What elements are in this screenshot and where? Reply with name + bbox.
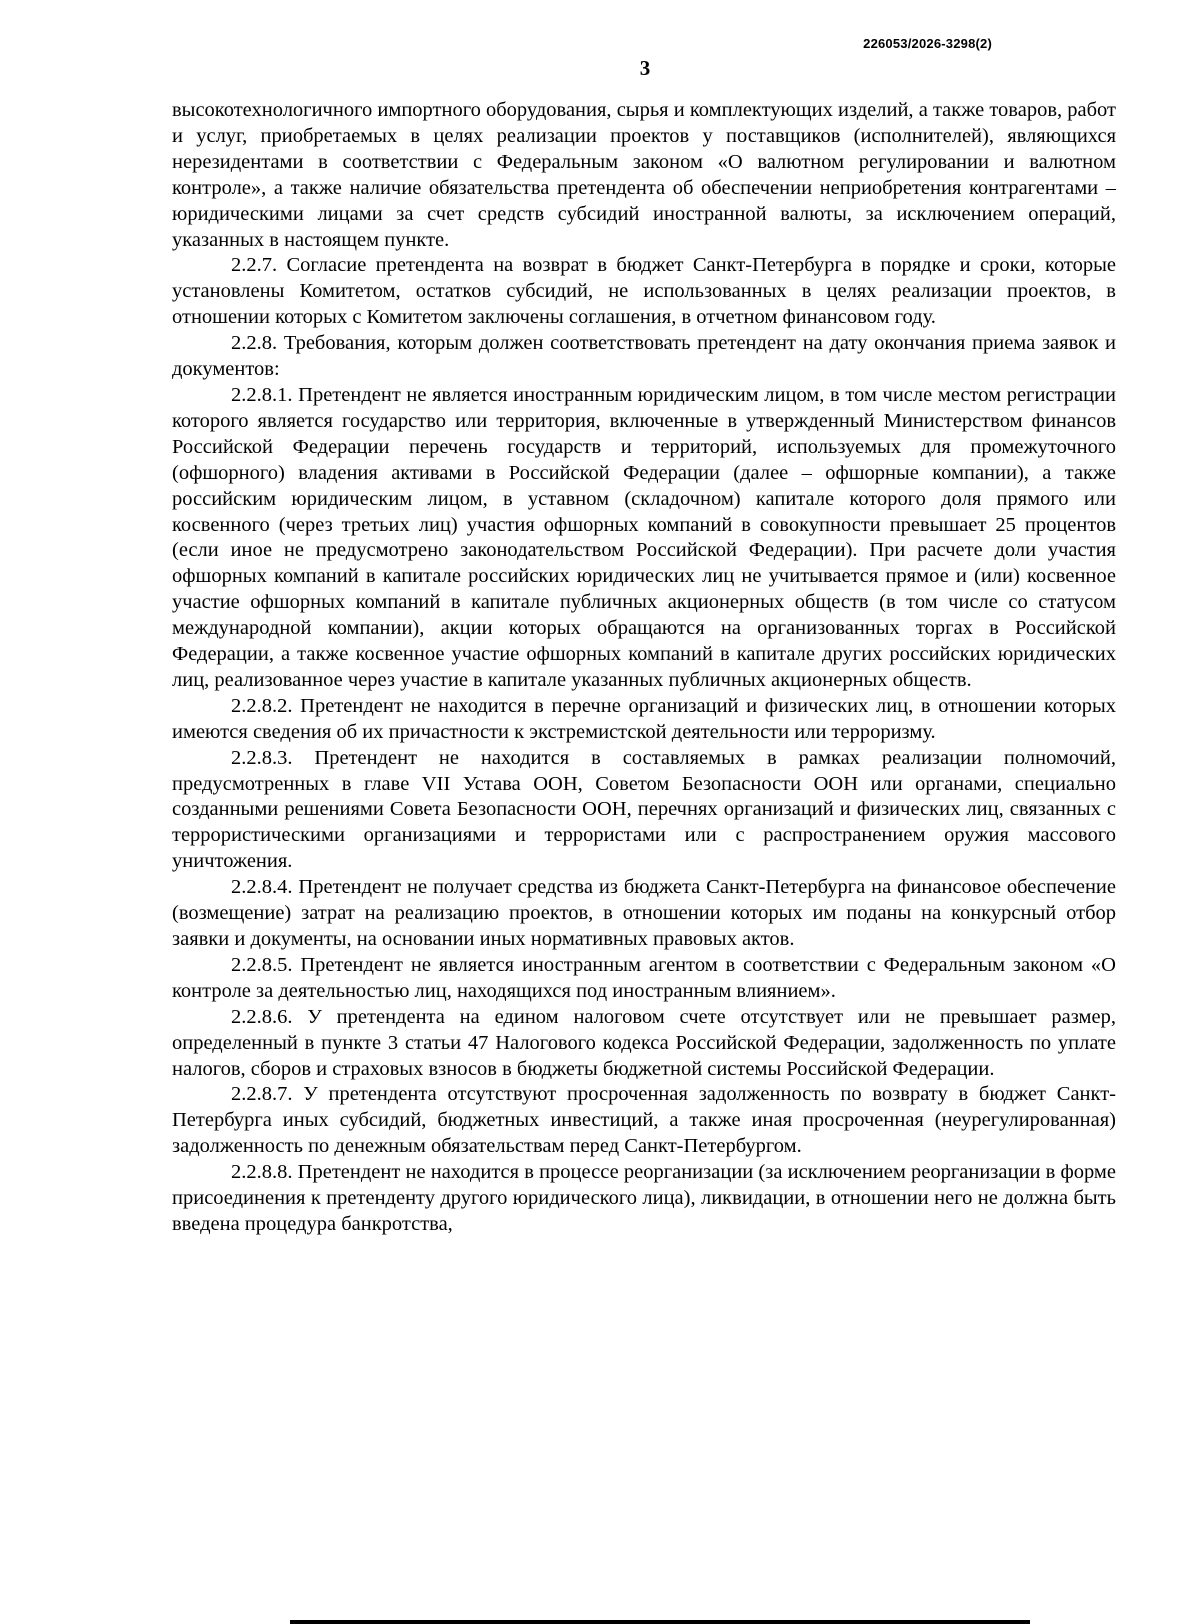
document-code: 226053/2026-3298(2) [863,36,992,51]
paragraph-2-2-8-8: 2.2.8.8. Претендент не находится в процессе реорганизации (за исключением реорганизации в форме присоединения к претенденту другого юридического лица), ликвидации, в отношении него не должна быть введена процедура банкротства, [172,1161,1116,1235]
paragraph-2-2-8-4: 2.2.8.4. Претендент не получает средства из бюджета Санкт-Петербурга на финансовое обеспечение (возмещение) затрат на реализацию проектов, в отношении которых им поданы на конкурсный отбор заявки и документы, на основании иных нормативных правовых актов. [172,876,1116,950]
bottom-scan-edge [290,1620,1030,1624]
document-body [172,98,1116,1238]
paragraph-2-2-8: 2.2.8. Требования, которым должен соответствовать претендент на дату окончания приема заявок и документов: [172,332,1116,381]
paragraph-2-2-8-2: 2.2.8.2. Претендент не находится в перечне организаций и физических лиц, в отношении которых имеются сведения об их причастности к экстремистской деятельности или терроризму. [172,694,1116,743]
paragraph-2-2-7: 2.2.7. Согласие претендента на возврат в бюджет Санкт-Петербурга в порядке и сроки, которые установлены Комитетом, остатков субсидий, не использованных в целях реализации проектов, в отношении которых с Комитетом заключены соглашения, в отчетном финансовом году. [172,254,1116,329]
paragraph-2-2-8-7: 2.2.8.7. У претендента отсутствуют просроченная задолженность по возврату в бюджет Санкт-Петербурга иных субсидий, бюджетных инвестиций, а также иная просроченная (неурегулированная) задолженность по денежным обязательствам перед Санкт-Петербургом. [172,1083,1116,1158]
paragraph-2-2-8-3: 2.2.8.3. Претендент не находится в составляемых в рамках реализации полномочий, предусмотренных в главе VII Устава ООН, Советом Безопасности ООН или органами, специально созданными решениями Совета Безопасности ООН, перечнях организаций и физических лиц, связанных с террористическими организациями и террористами или с распространением оружия массового уничтожения. [172,746,1116,873]
paragraph-2-2-8-5: 2.2.8.5. Претендент не является иностранным агентом в соответствии с Федеральным законом «О контроле за деятельностью лиц, находящихся под иностранным влиянием». [172,953,1116,1002]
paragraph-2-2-8-1: 2.2.8.1. Претендент не является иностранным юридическим лицом, в том числе местом регистрации которого является государство или территория, включенные в утвержденный Министерством финансов Российской Федерации перечень государств и территорий, используемых для промежуточного (офшорного) владения активами в Российской Федерации (далее – офшорные компании), а также российским юридическим лицом, в уставном (складочном) капитале которого доля прямого или косвенного (через третьих лиц) участия офшорных компаний в совокупности превышает 25 процентов (если иное не предусмотрено законодательством Российской Федерации). При расчете доли участия офшорных компаний в капитале российских юридических лиц не учитывается прямое и (или) косвенное участие офшорных компаний в капитале публичных акционерных обществ (в том числе со статусом международной компании), акции которых обращаются на организованных торгах в Российской Федерации, а также косвенное участие офшорных компаний в капитале других российских юридических лиц, реализованное через участие в капитале указанных публичных акционерных обществ. [172,383,1116,691]
paragraph-2-2-8-6: 2.2.8.6. У претендента на едином налоговом счете отсутствует или не превышает размер, определенный в пункте 3 статьи 47 Налогового кодекса Российской Федерации, задолженность по уплате налогов, сборов и страховых взносов в бюджеты бюджетной системы Российской Федерации. [172,1005,1116,1080]
page-number: 3 [639,56,651,80]
paragraph-continuation: высокотехнологичного импортного оборудования, сырья и комплектующих изделий, а также товаров, работ и услуг, приобретаемых в целях реализации проектов у поставщиков (исполнителей), являющихся нерезидентами в соответствии с Федеральным законом «О валютном регулировании и валютном контроле», а также наличие обязательства претендента об обеспечении неприобретения контрагентами – юридическими лицами за счет средств субсидий иностранной валюты, за исключением операций, указанных в настоящем пункте. [172,99,1116,251]
